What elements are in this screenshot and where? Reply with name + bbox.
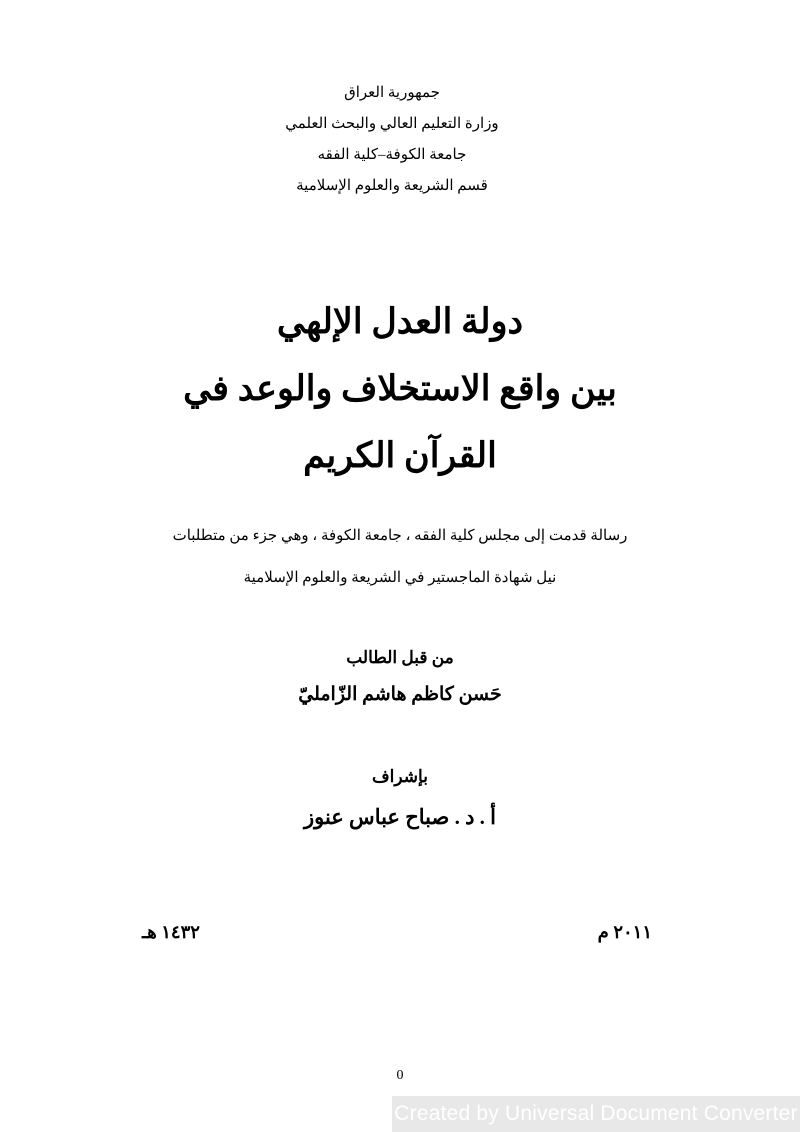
author-section bbox=[0, 640, 800, 714]
header-line-ministry: وزارة التعليم العالي والبحث العلمي bbox=[285, 116, 499, 132]
thesis-statement bbox=[0, 515, 800, 599]
institution-header bbox=[112, 78, 672, 202]
supervisor-section bbox=[0, 758, 800, 839]
title-line-2: بين واقع الاستخلاف والوعد في bbox=[183, 369, 617, 408]
supervisor-name: أ . د . صباح عباس عنوز bbox=[303, 805, 497, 829]
header-line-university: جامعة الكوفة–كلية الفقه bbox=[317, 147, 467, 163]
supervisor-label: بإشراف bbox=[372, 767, 428, 786]
watermark-banner: Created by Universal Document Converter bbox=[392, 1096, 800, 1132]
author-label: من قبل الطالب bbox=[346, 648, 454, 667]
author-name: حَسن كاظم هاشم الزّامليّ bbox=[298, 684, 502, 705]
dates-row bbox=[130, 922, 670, 952]
header-line-country: جمهورية العراق bbox=[344, 85, 440, 101]
statement-line-2: نيل شهادة الماجستير في الشريعة والعلوم الإسلامية bbox=[243, 570, 557, 586]
title-line-1: دولة العدل الإلهي bbox=[276, 302, 524, 341]
page-title bbox=[0, 288, 800, 489]
header-line-department: قسم الشريعة والعلوم الإسلامية bbox=[296, 178, 488, 194]
page-number: 0 bbox=[396, 1068, 404, 1083]
date-hijri: ١٤٣٢ هـ bbox=[142, 922, 200, 942]
date-gregorian: ٢٠١١ م bbox=[597, 922, 652, 942]
title-line-3: القرآن الكريم bbox=[303, 436, 497, 475]
statement-line-1: رسالة قدمت إلى مجلس كلية الفقه ، جامعة الكوفة ، وهي جزء من متطلبات bbox=[172, 528, 628, 544]
